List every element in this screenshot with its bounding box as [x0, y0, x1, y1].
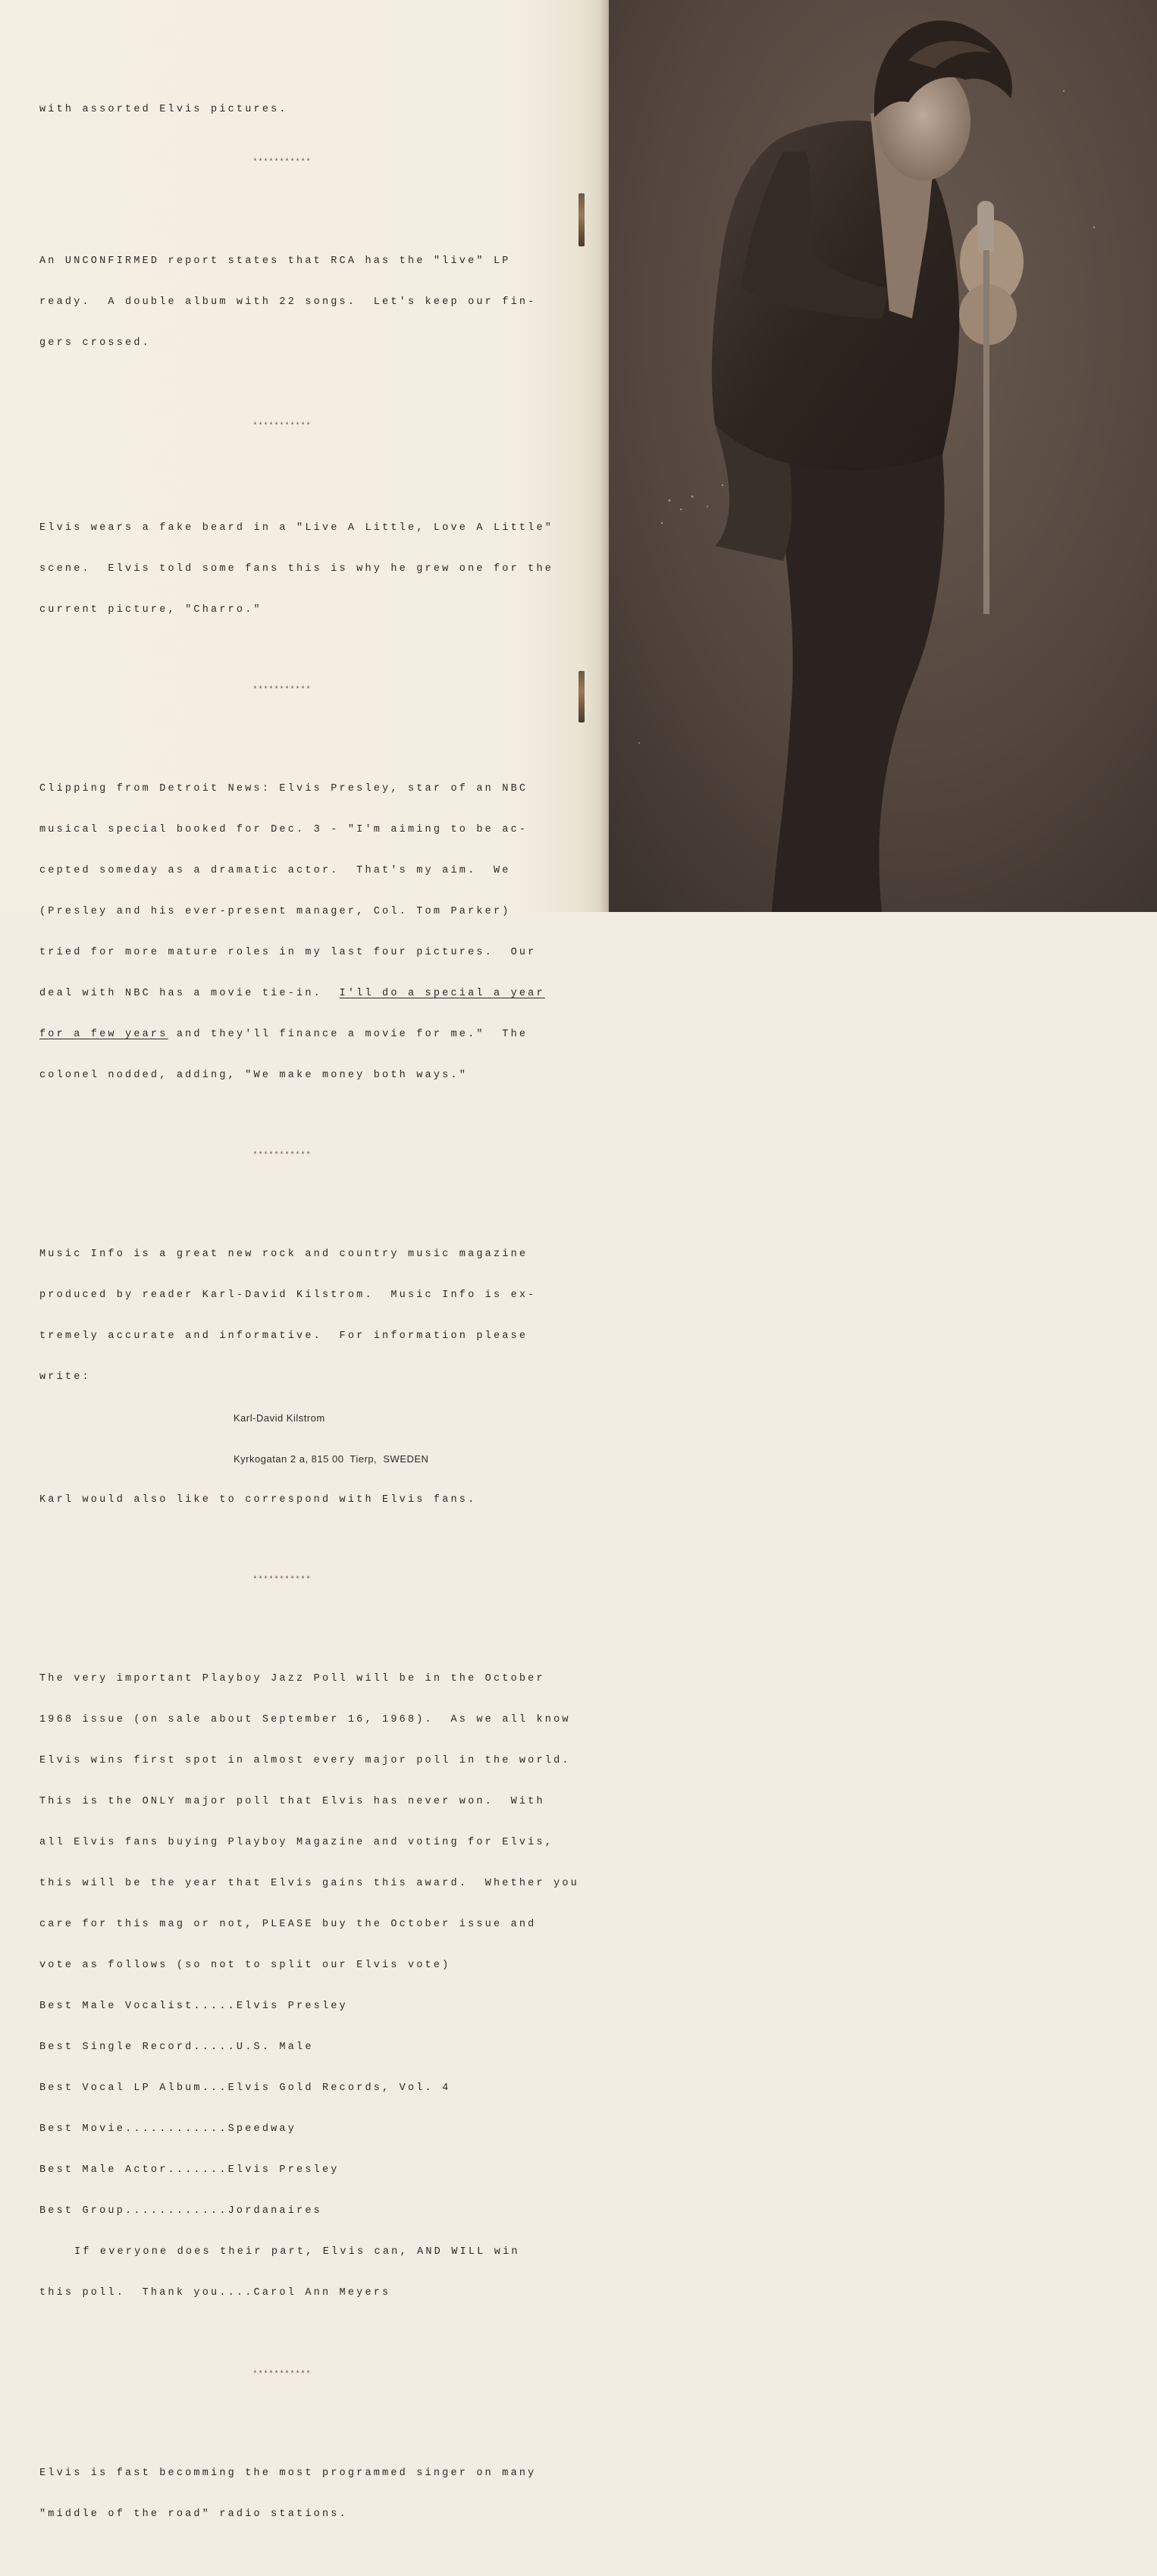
text-line: tremely accurate and informative. For information please — [39, 1330, 528, 1342]
text-line: Music Info is a great new rock and country music magazine — [39, 1249, 528, 1260]
separator: *********** — [252, 158, 312, 167]
separator: *********** — [252, 1576, 312, 1584]
playboy-poll-item — [39, 1645, 579, 2327]
text-line: this poll. Thank you....Carol Ann Meyers — [39, 2287, 391, 2299]
text-line: current picture, "Charro." — [39, 604, 262, 616]
text-line: If everyone does their part, Elvis can, AND WILL win — [74, 2246, 520, 2258]
text-line: The very important Playboy Jazz Poll will be in the October — [39, 1673, 545, 1684]
text-line: produced by reader Karl-David Kilstrom. Music Info is ex- — [39, 1290, 537, 1301]
text-line: Elvis wins first spot in almost every major poll in the world. — [39, 1755, 571, 1766]
intro-line: with assorted Elvis pictures. — [39, 104, 288, 115]
programmed-item — [39, 2440, 563, 2549]
text-line: tried for more mature roles in my last four pictures. Our — [39, 947, 537, 958]
text-line — [39, 987, 563, 1001]
text-line: gers crossed. — [39, 337, 151, 349]
text-line: vote as follows (so not to split our Elvis vote) — [39, 1960, 451, 1971]
separator: *********** — [252, 422, 312, 431]
text-line: scene. Elvis told some fans this is why he grew one for the — [39, 563, 554, 575]
text-line: ready. A double album with 22 songs. Let's keep our fin- — [39, 296, 537, 308]
text-line: An UNCONFIRMED report states that RCA has the "live" LP — [39, 255, 511, 267]
detroit-news-clipping — [39, 755, 563, 1110]
music-info-item — [39, 1221, 563, 1534]
staple — [578, 671, 585, 722]
text-segment: and they'll finance a movie for me." The — [168, 1029, 528, 1040]
text-line: colonel nodded, adding, "We make money both ways." — [39, 1070, 469, 1081]
article-text — [39, 76, 579, 2576]
text-line: Elvis wears a fake beard in a "Live A Little, Love A Little" — [39, 522, 554, 534]
separator: *********** — [252, 686, 312, 694]
text-line: musical special booked for Dec. 3 - "I'm aiming to be ac- — [39, 824, 528, 835]
underlined-quote: for a few years — [39, 1029, 168, 1040]
text-line: Clipping from Detroit News: Elvis Presley, star of an NBC — [39, 783, 528, 794]
text-line: Elvis is fast becomming the most programmed singer on many — [39, 2468, 537, 2479]
text-line: cepted someday as a dramatic actor. That's my aim. We — [39, 865, 511, 876]
text-line: 1968 issue (on sale about September 16, 1968). As we all know — [39, 1714, 571, 1725]
vote-line: Best Single Record.....U.S. Male — [39, 2042, 314, 2053]
underlined-quote: I'll do a special a year — [339, 988, 545, 999]
separator: *********** — [252, 1152, 312, 1160]
rca-report — [39, 227, 563, 378]
photo-illustration — [609, 0, 1157, 912]
text-line: this will be the year that Elvis gains this award. Whether you — [39, 1878, 579, 1889]
text-line: (Presley and his ever-present manager, Col. Tom Parker) — [39, 906, 511, 917]
vote-line: Best Vocal LP Album...Elvis Gold Records, Vol. 4 — [39, 2082, 451, 2094]
text-line — [39, 1028, 563, 1042]
text-line: all Elvis fans buying Playboy Magazine and voting for Elvis, — [39, 1837, 554, 1848]
text-line: This is the ONLY major poll that Elvis has never won. With — [39, 1796, 545, 1807]
text-segment: deal with NBC has a movie tie-in. — [39, 988, 340, 999]
vote-line: Best Group............Jordanaires — [39, 2205, 322, 2217]
vote-line: Best Male Vocalist.....Elvis Presley — [39, 2001, 348, 2012]
vote-line: Best Movie............Speedway — [39, 2123, 297, 2135]
text-line: Karl would also like to correspond with Elvis fans. — [39, 1494, 477, 1506]
vote-line: Best Male Actor.......Elvis Presley — [39, 2164, 340, 2176]
text-line: write: — [39, 1371, 91, 1383]
elvis-performance-photo — [609, 0, 1157, 912]
separator: *********** — [252, 2371, 312, 2379]
beard-item — [39, 494, 563, 644]
text-line: "middle of the road" radio stations. — [39, 2509, 348, 2520]
address-street: Kyrkogatan 2 a, 815 00 Tierp, SWEDEN — [234, 1453, 429, 1465]
address-name: Karl-David Kilstrom — [234, 1412, 325, 1424]
text-line: care for this mag or not, PLEASE buy the October issue and — [39, 1919, 537, 1930]
staple — [578, 193, 585, 246]
